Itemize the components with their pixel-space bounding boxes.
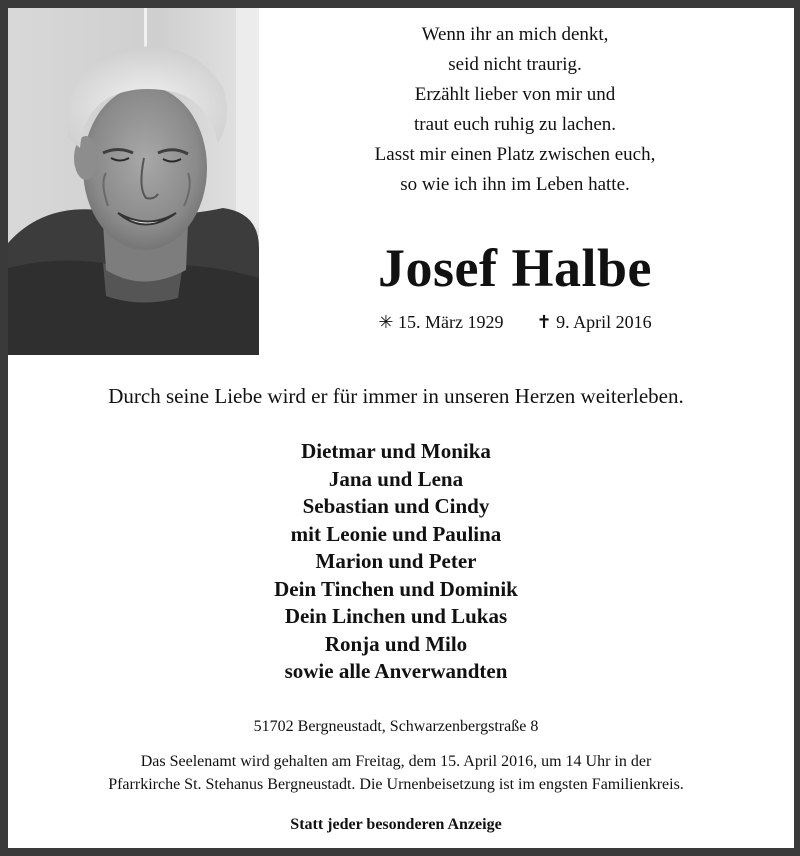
- mourner-line: Dein Tinchen und Dominik: [274, 576, 518, 601]
- portrait-photo: [8, 8, 259, 355]
- service-info: [0, 750, 792, 796]
- birth-star-icon: ✳: [378, 312, 394, 332]
- footer-note: Statt jeder besonderen Anzeige: [290, 816, 502, 833]
- memorial-motto: Durch seine Liebe wird er für immer in unseren Herzen weiterleben.: [108, 384, 684, 408]
- birth-date: 15. März 1929: [398, 312, 504, 332]
- mourner-line: Jana und Lena: [328, 466, 464, 491]
- poem-line: seid nicht traurig.: [448, 54, 582, 75]
- poem-line: Wenn ihr an mich denkt,: [421, 24, 609, 45]
- mourner-line: sowie alle Anverwandten: [284, 659, 508, 683]
- poem-line: so wie ich ihn im Leben hatte.: [400, 174, 630, 195]
- death-date: 9. April 2016: [556, 312, 652, 332]
- mourner-line: Dein Linchen und Lukas: [284, 604, 508, 628]
- service-line: Pfarrkirche St. Stehanus Bergneustadt. Die Urnenbeisetzung ist im engsten Familienkreis.: [108, 776, 684, 793]
- death-cross-icon: ✝: [536, 312, 552, 332]
- family-address: 51702 Bergneustadt, Schwarzenbergstraße 8: [253, 718, 539, 735]
- mourner-line: Sebastian und Cindy: [302, 494, 490, 518]
- service-line: Das Seelenamt wird gehalten am Freitag, dem 15. April 2016, um 14 Uhr in der: [140, 753, 652, 770]
- poem-line: traut euch ruhig zu lachen.: [413, 114, 617, 135]
- mourner-line: Marion und Peter: [315, 549, 477, 573]
- poem-line: Erzählt lieber von mir und: [414, 84, 616, 105]
- poem: [330, 20, 700, 200]
- mourners-list: [0, 438, 792, 686]
- poem-line: Lasst mir einen Platz zwischen euch,: [374, 144, 656, 165]
- life-dates: [340, 310, 690, 334]
- deceased-name: Josef Halbe: [378, 238, 652, 298]
- mourner-line: mit Leonie und Paulina: [290, 521, 502, 546]
- mourner-line: Dietmar und Monika: [301, 439, 491, 463]
- mourner-line: Ronja und Milo: [324, 631, 468, 656]
